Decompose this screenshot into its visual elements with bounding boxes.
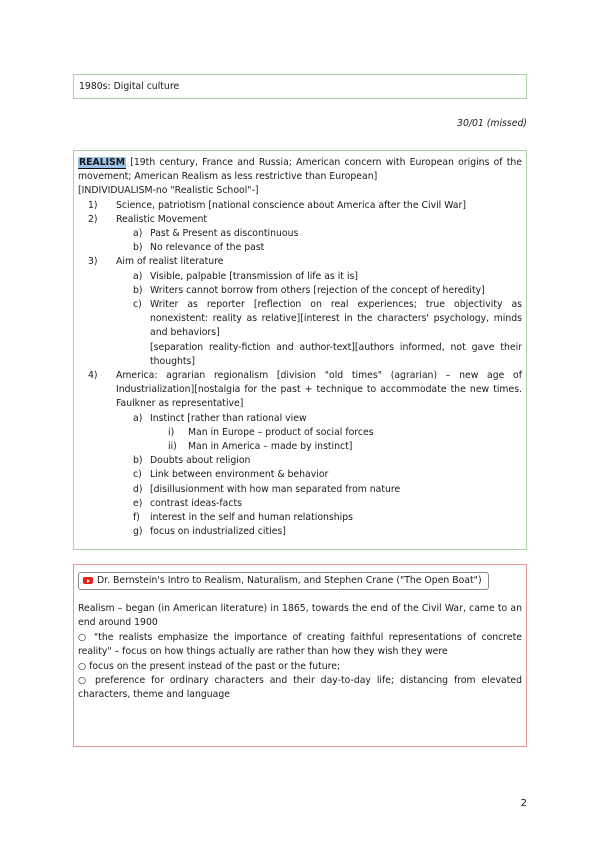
subsub-item-text: Man in Europe – product of social forces xyxy=(188,426,374,438)
sub-marker: b) xyxy=(133,455,143,467)
sub-item-text: Doubts about religion xyxy=(150,455,251,467)
list-item-text: Science, patriotism [national conscience about America after the Civil War] xyxy=(116,199,466,211)
realism-intro xyxy=(78,156,522,184)
sub-item xyxy=(78,511,522,525)
realism-heading: REALISM xyxy=(79,157,126,168)
video-bullet: ○ "the realists emphasize the importance of creating faithful representations of concrete reality" – focus on how things actually are rather than how they wish they were xyxy=(78,631,522,658)
sub-item xyxy=(78,270,522,284)
subsub-item xyxy=(78,440,522,454)
subsub-marker: ii) xyxy=(168,441,177,453)
sub-item xyxy=(78,497,522,511)
sub-marker: g) xyxy=(133,526,143,538)
list-item xyxy=(78,369,522,412)
realism-notes-box xyxy=(73,150,527,550)
list-item-text: America: agrarian regionalism [division "old times" (agrarian) – new age of Industrialization][nostalgia for the past + technique to accommodate the new times. Faulkner as representative] xyxy=(116,370,522,410)
sub-item-text: No relevance of the past xyxy=(150,242,265,254)
video-title: Dr. Bernstein's Intro to Realism, Naturalism, and Stephen Crane ("The Open Boat") xyxy=(97,575,482,586)
sub-item-continuation: [separation reality-fiction and author-text][authors informed, not gave their thoughts] xyxy=(150,341,522,367)
sub-item xyxy=(78,468,522,482)
sub-item-text: Visible, palpable [transmission of life as it is] xyxy=(150,270,358,282)
sub-item xyxy=(78,284,522,298)
page-number: 2 xyxy=(520,798,527,809)
sub-marker: e) xyxy=(133,497,143,509)
list-marker: 4) xyxy=(88,370,98,382)
sub-item xyxy=(78,298,522,341)
date-note: 30/01 (missed) xyxy=(457,118,527,129)
list-marker: 3) xyxy=(88,256,98,268)
realism-intro-text: [19th century, France and Russia; American concern with European origins of the movement; American Realism as less restrictive than European] xyxy=(78,157,522,183)
topic-text: 1980s: Digital culture xyxy=(79,81,180,92)
sub-marker: b) xyxy=(133,284,143,296)
sub-item-text: Link between environment & behavior xyxy=(150,469,329,481)
sub-item-text: contrast ideas-facts xyxy=(150,497,242,509)
sub-marker: a) xyxy=(133,270,143,282)
video-bullet: ○ focus on the present instead of the past or the future; xyxy=(78,660,341,672)
sub-item-text: focus on industrialized cities] xyxy=(150,526,286,538)
sub-marker: a) xyxy=(133,228,143,240)
sub-marker: f) xyxy=(133,512,140,524)
subsub-item-text: Man in America – made by instinct] xyxy=(188,441,353,453)
sub-item xyxy=(78,525,522,539)
sub-marker: c) xyxy=(133,469,142,481)
sub-marker: a) xyxy=(133,412,143,424)
youtube-icon xyxy=(83,577,93,584)
video-link-row xyxy=(78,572,522,590)
video-paragraph: Realism – began (in American literature) in 1865, towards the end of the Civil War, came to an end around 1900 xyxy=(78,603,522,629)
topic-box xyxy=(73,74,527,99)
sub-item-text: [disillusionment with how man separated from nature xyxy=(150,483,401,495)
sub-item xyxy=(78,227,522,241)
sub-item-text: Past & Present as discontinuous xyxy=(150,228,299,240)
subsub-item xyxy=(78,426,522,440)
sub-marker: d) xyxy=(133,483,143,495)
video-bullet: ○ preference for ordinary characters and their day-to-day life; distancing from elevated characters, theme and language xyxy=(78,675,522,701)
sub-item xyxy=(78,412,522,426)
video-notes-box xyxy=(73,564,527,747)
sub-item-text: Writer as reporter [reflection on real experiences; true objectivity as nonexistent: reality as relative][interest in the characters' psychology, minds and behaviors] xyxy=(150,299,522,339)
list-marker: 1) xyxy=(88,199,98,211)
sub-item xyxy=(78,454,522,468)
subsub-marker: i) xyxy=(168,426,175,438)
sub-item xyxy=(78,241,522,255)
video-link-chip[interactable] xyxy=(78,572,489,590)
sub-item-text: Writers cannot borrow from others [rejection of the concept of heredity] xyxy=(150,284,485,296)
sub-item xyxy=(78,483,522,497)
sub-item-text: Instinct [rather than rational view xyxy=(150,412,307,424)
list-marker: 2) xyxy=(88,213,98,225)
sub-marker: c) xyxy=(133,299,142,311)
list-item xyxy=(78,213,522,227)
list-item xyxy=(78,255,522,269)
list-item-text: Realistic Movement xyxy=(116,213,208,225)
sub-item-text: interest in the self and human relationships xyxy=(150,512,353,524)
list-item xyxy=(78,199,522,213)
sub-marker: b) xyxy=(133,242,143,254)
realism-line2: [INDIVIDUALISM-no "Realistic School"-] xyxy=(78,185,259,197)
list-item-text: Aim of realist literature xyxy=(116,256,224,268)
